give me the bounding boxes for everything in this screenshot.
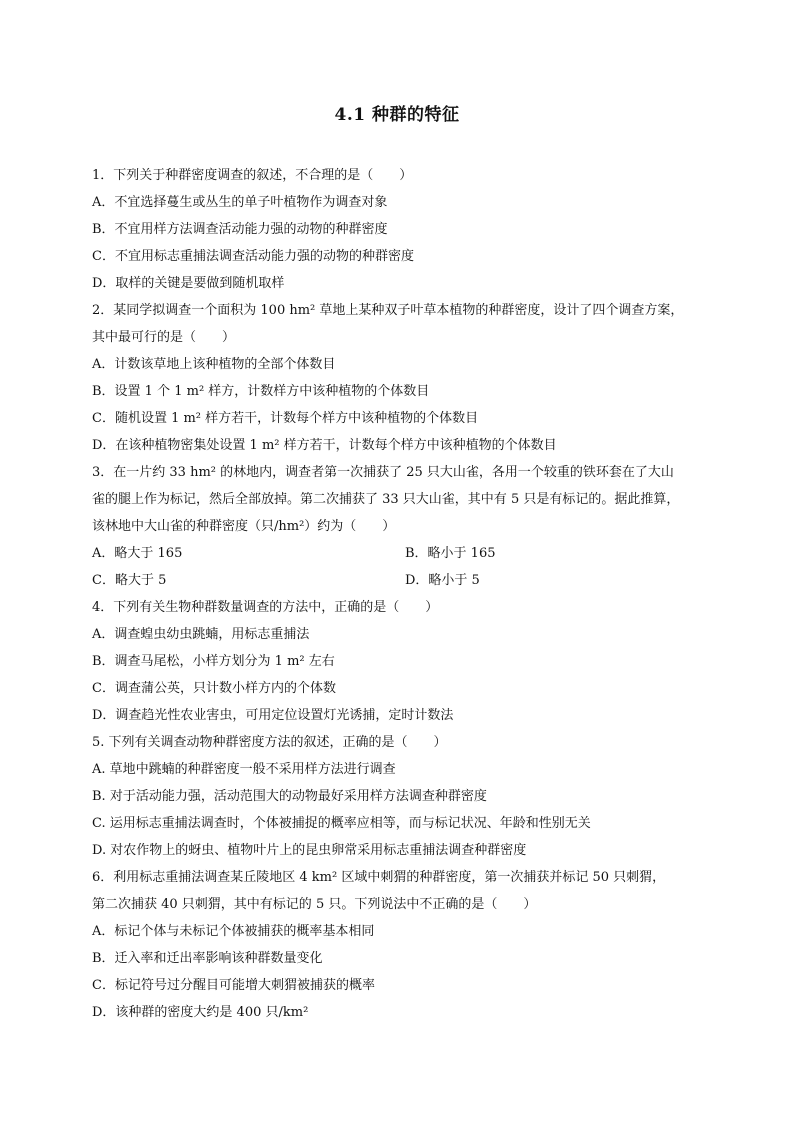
option-a: A．略大于 165 [92,546,183,561]
question-stem-line: 6．利用标志重捕法调查某丘陵地区 4 km² 区域中刺猬的种群密度，第一次捕获并标记 50 只刺猬， [92,870,666,885]
option-d: D. 对农作物上的蚜虫、植物叶片上的昆虫卵常采用标志重捕法调查种群密度 [92,843,527,858]
question-stem-line: 5. 下列有关调查动物种群密度方法的叙述，正确的是（ ） [92,735,447,750]
option-a: A．标记个体与未标记个体被捕获的概率基本相同 [92,924,375,939]
option-d: D．调查趋光性农业害虫，可用定位设置灯光诱捕，定时计数法 [92,708,454,723]
question-3 [92,459,704,594]
option-b: B．略小于 165 [405,546,496,561]
option-c: C．标记符号过分醒目可能增大刺猬被捕获的概率 [92,978,375,993]
option-c: C．随机设置 1 m² 样方若干，计数每个样方中该种植物的个体数目 [92,411,479,426]
question-list [92,162,704,1026]
question-stem-line: 该林地中大山雀的种群密度（只/hm²）约为（ ） [92,519,396,534]
question-2 [92,297,704,459]
option-b: B．调查马尾松，小样方划分为 1 m² 左右 [92,654,335,669]
question-stem-line: 4．下列有关生物种群数量调查的方法中，正确的是（ ） [92,600,439,615]
question-stem-line: 雀的腿上作为标记，然后全部放掉。第二次捕获了 33 只大山雀，其中有 5 只是有标记的。据此推算， [92,492,680,507]
option-d: D．略小于 5 [405,573,480,588]
option-row [92,567,704,594]
question-stem-line: 第二次捕获 40 只刺猬，其中有标记的 5 只。下列说法中不正确的是（ ） [92,897,537,912]
option-a: A．计数该草地上该种植物的全部个体数目 [92,357,336,372]
question-1 [92,162,704,297]
question-stem-line: 1．下列关于种群密度调查的叙述，不合理的是（ ） [92,168,413,183]
question-stem-line: 3．在一片约 33 hm² 的林地内，调查者第一次捕获了 25 只大山雀，各用一个较重的铁环套在了大山 [92,465,674,480]
option-row [92,540,704,567]
option-a: A．不宜选择蔓生或丛生的单子叶植物作为调查对象 [92,195,388,210]
option-c: C．不宜用标志重捕法调查活动能力强的动物的种群密度 [92,249,414,264]
option-b: B．迁入率和迁出率影响该种群数量变化 [92,951,323,966]
option-d: D．取样的关键是要做到随机取样 [92,276,285,291]
option-b: B．不宜用样方法调查活动能力强的动物的种群密度 [92,222,388,237]
option-a: A. 草地中跳蝻的种群密度一般不采用样方法进行调查 [92,762,396,777]
document-title: 4.1 种群的特征 [334,105,460,125]
option-a: A．调查蝗虫幼虫跳蝻，用标志重捕法 [92,627,310,642]
question-4 [92,594,704,729]
question-6 [92,864,704,1026]
option-c: C．调查蒲公英，只计数小样方内的个体数 [92,681,336,696]
question-stem-line: 2．某同学拟调查一个面积为 100 hm² 草地上某种双子叶草本植物的种群密度，设计了四个调查方案， [92,303,684,318]
option-c: C. 运用标志重捕法调查时，个体被捕捉的概率应相等，而与标记状况、年龄和性别无关 [92,816,591,831]
option-b: B. 对于活动能力强，活动范围大的动物最好采用样方法调查种群密度 [92,789,487,804]
question-stem-line: 其中最可行的是（ ） [92,330,236,345]
question-5 [92,729,704,864]
option-d: D．该种群的密度大约是 400 只/km² [92,1005,309,1020]
option-b: B．设置 1 个 1 m² 样方，计数样方中该种植物的个体数目 [92,384,430,399]
option-c: C．略大于 5 [92,573,167,588]
option-d: D．在该种植物密集处设置 1 m² 样方若干，计数每个样方中该种植物的个体数目 [92,438,557,453]
